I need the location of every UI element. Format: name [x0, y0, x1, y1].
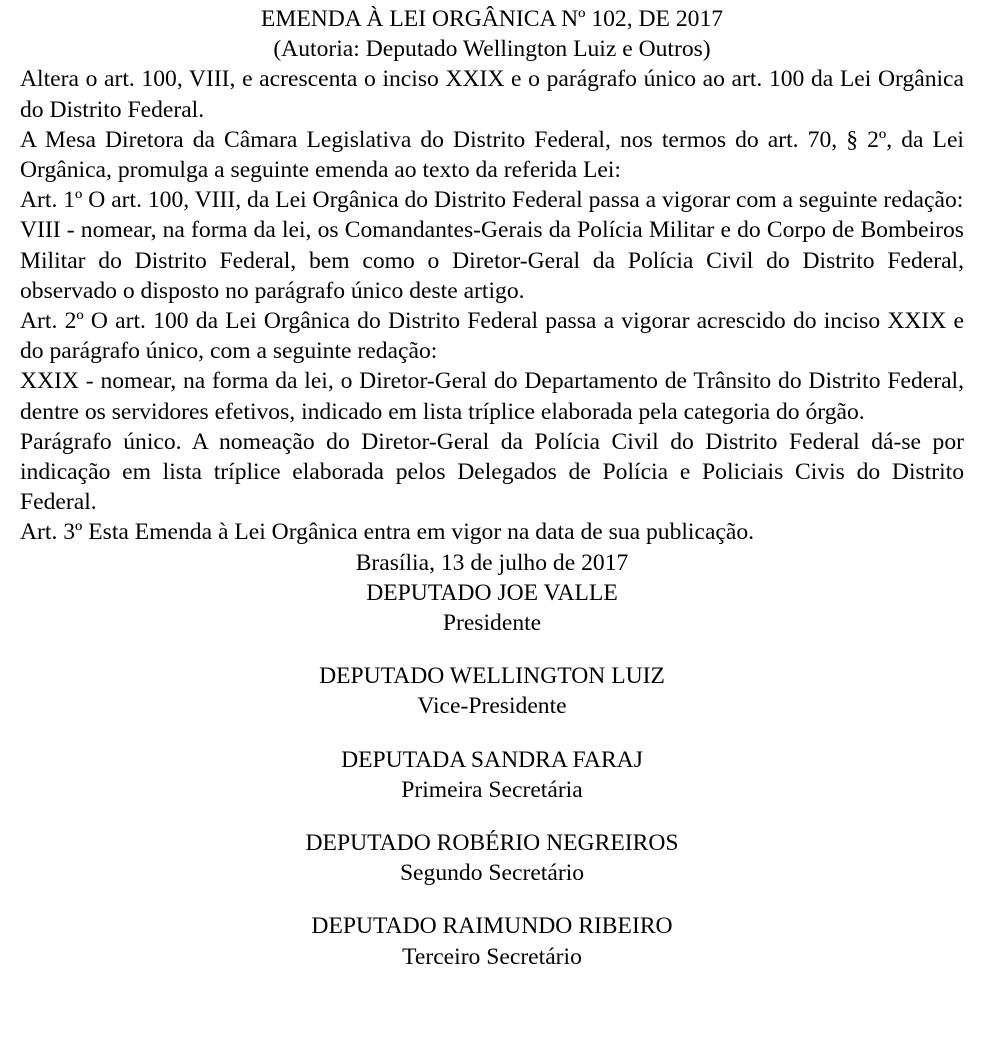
article-3: Art. 3º Esta Emenda à Lei Orgânica entra em vigor na data de sua publicação.	[20, 519, 755, 546]
place-date: Brasília, 13 de julho de 2017	[355, 549, 629, 576]
signatory-name: DEPUTADO JOE VALLE	[366, 579, 618, 606]
signatory-role: Primeira Secretária	[401, 776, 583, 803]
signature-list	[20, 578, 964, 972]
article-1: Art. 1º O art. 100, VIII, da Lei Orgânica do Distrito Federal passa a vigorar com a seguinte redação:	[20, 187, 964, 214]
inciso-xxix: XXIX - nomear, na forma da lei, o Diretor-Geral do Departamento de Trânsito do Distrito Federal, dentre os servidores efetivos, indicado em lista tríplice elaborada pela categoria do órgão.	[20, 368, 964, 425]
signatory-role: Presidente	[442, 610, 542, 637]
article-2: Art. 2º O art. 100 da Lei Orgânica do Distrito Federal passa a vigorar acrescido do inciso XXIX e do parágrafo único, com a seguinte redação:	[20, 308, 964, 365]
signatory-role: Terceiro Secretário	[402, 943, 582, 970]
signature-block	[20, 578, 964, 638]
signatory-role: Vice-Presidente	[417, 693, 567, 720]
signature-block	[20, 745, 964, 805]
document-title: EMENDA À LEI ORGÂNICA Nº 102, DE 2017	[260, 6, 724, 32]
document-page	[20, 4, 964, 972]
preamble-paragraph: A Mesa Diretora da Câmara Legislativa do Distrito Federal, nos termos do art. 70, § 2º, da Lei Orgânica, promulga a seguinte emenda ao texto da referida Lei:	[20, 126, 964, 184]
authorship-line: (Autoria: Deputado Wellington Luiz e Outros)	[273, 36, 711, 63]
signatory-name: DEPUTADA SANDRA FARAJ	[341, 746, 643, 773]
inciso-viii: VIII - nomear, na forma da lei, os Comandantes-Gerais da Polícia Militar e do Corpo de Bombeiros Militar do Distrito Federal, bem como o Diretor-Geral da Polícia Civil do Distrito Federal, observado o disposto no parágrafo único deste artigo.	[20, 217, 964, 304]
signatory-name: DEPUTADO WELLINGTON LUIZ	[319, 663, 665, 690]
ementa-paragraph: Altera o art. 100, VIII, e acrescenta o inciso XXIX e o parágrafo único ao art. 100 da Lei Orgânica do Distrito Federal.	[20, 66, 964, 123]
signatory-role: Segundo Secretário	[399, 860, 585, 887]
signature-block	[20, 828, 964, 888]
signatory-name: DEPUTADO RAIMUNDO RIBEIRO	[311, 913, 673, 940]
signature-block	[20, 911, 964, 971]
paragrafo-unico: Parágrafo único. A nomeação do Diretor-Geral da Polícia Civil do Distrito Federal dá-se por indicação em lista tríplice elaborada pelos Delegados de Polícia e Policiais Civis do Distrito Federal.	[20, 428, 964, 516]
signatory-name: DEPUTADO ROBÉRIO NEGREIROS	[305, 830, 679, 857]
signature-block	[20, 661, 964, 721]
